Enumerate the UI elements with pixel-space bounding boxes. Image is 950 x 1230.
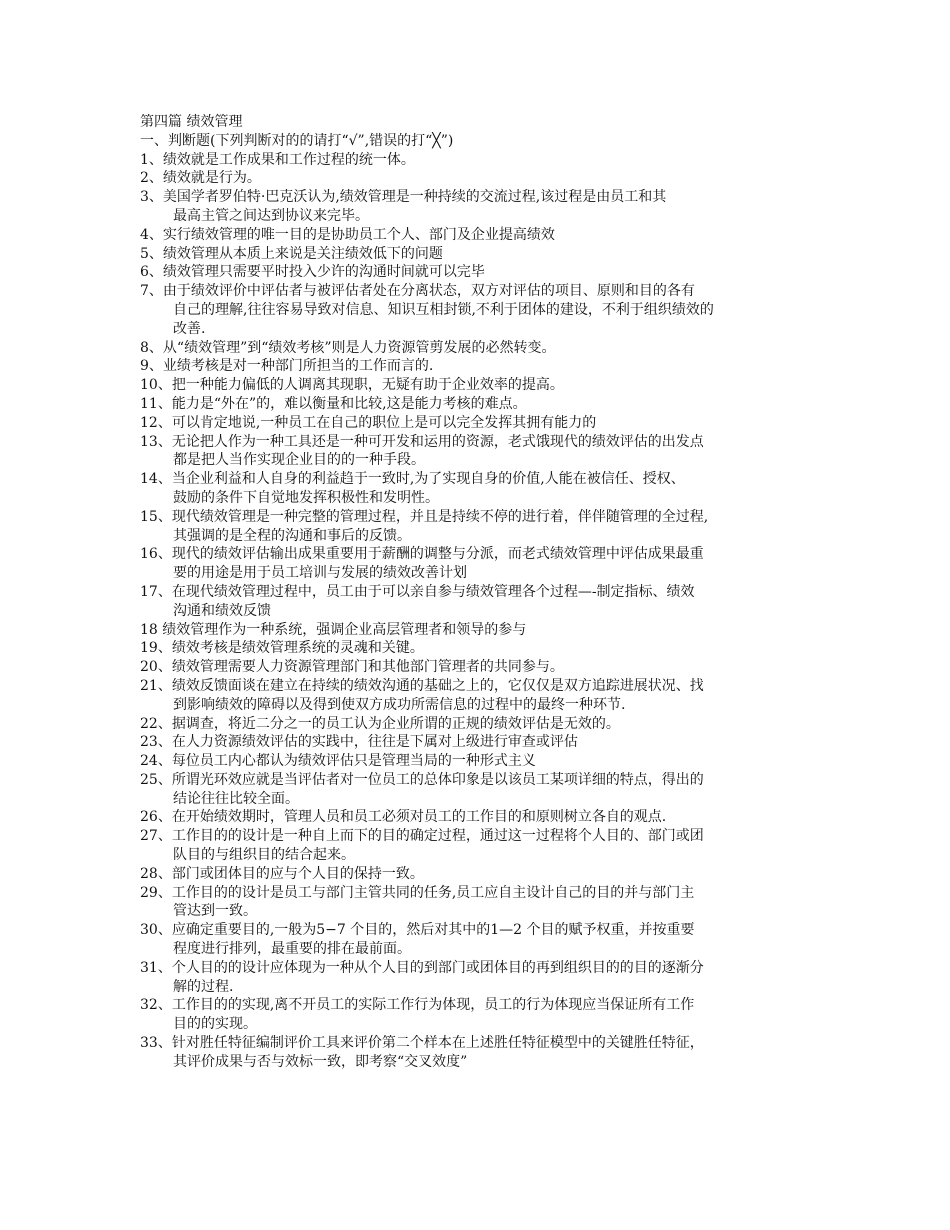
question-item — [140, 151, 820, 170]
question-item — [140, 621, 820, 640]
question-item — [140, 376, 820, 395]
question-text-continued: 管达到一致。 — [173, 903, 257, 920]
question-item — [140, 282, 820, 338]
question-text-continued: 要的用途是用于员工培训与发展的绩效改善计划 — [173, 565, 467, 582]
document-body — [140, 113, 820, 1072]
question-text: 15、现代绩效管理是一种完整的管理过程，并且是持续不停的进行着，伴伴随管理的全过程, — [140, 508, 709, 525]
question-text-continued: 程度进行排列，最重要的排在最前面。 — [173, 941, 411, 958]
question-text: 27、工作目的的设计是一种自上而下的目的确定过程，通过这一过程将个人目的、部门或团 — [140, 828, 704, 845]
question-text-continued: 解的过程. — [173, 978, 234, 995]
question-text: 17、在现代绩效管理过程中，员工由于可以亲自参与绩效管理各个过程—-制定指标、绩效 — [140, 583, 695, 600]
question-text: 20、绩效管理需要人力资源管理部门和其他部门管理者的共同参与。 — [140, 659, 564, 676]
question-text: 22、据调查，将近二分之一的员工认为企业所谓的正规的绩效评估是无效的。 — [140, 715, 620, 732]
question-item — [140, 865, 820, 884]
question-text-continued: 改善. — [173, 320, 206, 337]
question-item — [140, 1034, 820, 1072]
question-item — [140, 169, 820, 188]
question-item — [140, 808, 820, 827]
question-text: 29、工作目的的设计是员工与部门主管共同的任务,员工应自主设计自己的目的并与部门主 — [140, 884, 695, 901]
question-text: 3、美国学者罗伯特·巴克沃认为,绩效管理是一种持续的交流过程,该过程是由员工和其 — [140, 189, 667, 206]
question-text: 2、绩效就是行为。 — [140, 170, 261, 187]
question-text: 6、绩效管理只需要平时投入少许的沟通时间就可以完毕 — [140, 264, 485, 281]
question-item — [140, 470, 820, 508]
question-item — [140, 414, 820, 433]
question-item — [140, 188, 820, 226]
question-text-continued: 最高主管之间达到协议来完毕。 — [173, 207, 369, 224]
question-item — [140, 433, 820, 471]
question-text: 10、把一种能力偏低的人调离其现职，无疑有助于企业效率的提高。 — [140, 377, 564, 394]
question-text: 25、所谓光环效应就是当评估者对一位员工的总体印象是以该员工某项详细的特点，得出的 — [140, 771, 704, 788]
question-text-continued: 沟通和绩效反馈 — [173, 602, 271, 619]
question-item — [140, 395, 820, 414]
question-text-continued: 其强调的是全程的沟通和事后的反馈。 — [173, 527, 411, 544]
question-item — [140, 996, 820, 1034]
question-item — [140, 545, 820, 583]
question-item — [140, 677, 820, 715]
question-text: 28、部门或团体目的应与个人目的保持一致。 — [140, 865, 424, 882]
question-item — [140, 245, 820, 264]
question-text: 9、业绩考核是对一种部门所担当的工作而言的. — [140, 358, 434, 375]
question-item — [140, 339, 820, 358]
chapter-heading: 第四篇 绩效管理 — [140, 114, 243, 130]
question-text: 32、工作目的的实现,离不开员工的实际工作行为体现，员工的行为体现应当保证所有工作 — [140, 997, 695, 1014]
question-text: 26、在开始绩效期时，管理人员和员工必须对员工的工作目的和原则树立各自的观点. — [140, 809, 667, 826]
question-text-continued: 目的的实现。 — [173, 1016, 257, 1033]
question-item — [140, 921, 820, 959]
question-text-continued: 到影响绩效的障碍以及得到使双方成功所需信息的过程中的最终一种环节. — [173, 696, 626, 713]
question-text: 30、应确定重要目的,一般为5−7 个目的，然后对其中的1—2 个目的赋予权重，并按重要 — [140, 922, 695, 939]
question-text: 8、从“绩效管理”到“绩效考核”则是人力资源管剪发展的必然转变。 — [140, 339, 556, 356]
question-text: 16、现代的绩效评估输出成果重要用于薪酬的调整与分派，而老式绩效管理中评估成果最重 — [140, 546, 704, 563]
section-heading: 一、判断题(下列判断对的的请打“√”,错误的打“╳”) — [140, 132, 454, 149]
question-text: 33、针对胜任特征编制评价工具来评价第二个样本在上述胜任特征模型中的关键胜任特征， — [140, 1035, 704, 1052]
question-item — [140, 639, 820, 658]
question-text-continued: 都是把人当作实现企业目的的一种手段。 — [173, 452, 425, 469]
question-text: 14、当企业利益和人自身的利益趋于一致时,为了实现自身的价值,人能在被信任、授权、 — [140, 471, 685, 488]
question-text: 5、绩效管理从本质上来说是关注绩效低下的问题 — [140, 245, 443, 262]
question-text: 12、可以肯定地说,一种员工在自己的职位上是可以完全发挥其拥有能力的 — [140, 414, 597, 431]
question-text: 31、个人目的的设计应体现为一种从个人目的到部门或团体目的再到组织目的的目的逐渐分 — [140, 959, 704, 976]
question-text: 18 绩效管理作为一种系统，强调企业高层管理者和领导的参与 — [140, 621, 527, 638]
question-text: 4、实行绩效管理的唯一目的是协助员工个人、部门及企业提高绩效 — [140, 226, 555, 243]
question-item — [140, 658, 820, 677]
question-text: 19、绩效考核是绩效管理系统的灵魂和关键。 — [140, 640, 424, 657]
question-item — [140, 752, 820, 771]
question-text-continued: 结论往往比较全面。 — [173, 790, 299, 807]
question-text-continued: 自己的理解,往往容易导致对信息、知识互相封锁,不利于团体的建设，不利于组织绩效的 — [173, 301, 714, 318]
question-item — [140, 827, 820, 865]
question-text-continued: 其评价成果与否与效标一致，即考察“交叉效度” — [173, 1053, 468, 1070]
question-item — [140, 715, 820, 734]
question-item — [140, 508, 820, 546]
question-text: 23、在人力资源绩效评估的实践中，往往是下属对上级进行审查或评估 — [140, 734, 578, 751]
question-text: 1、绩效就是工作成果和工作过程的统一体。 — [140, 151, 415, 168]
question-item — [140, 357, 820, 376]
question-text: 21、绩效反馈面谈在建立在持续的绩效沟通的基础之上的，它仅仅是双方追踪进展状况、找 — [140, 677, 704, 694]
question-text-continued: 鼓励的条件下自觉地发挥积极性和发明性。 — [173, 489, 439, 506]
question-text: 24、每位员工内心都认为绩效评估只是管理当局的一种形式主义 — [140, 753, 536, 770]
question-item — [140, 583, 820, 621]
question-item — [140, 884, 820, 922]
question-item — [140, 263, 820, 282]
question-item — [140, 226, 820, 245]
question-item — [140, 733, 820, 752]
question-text: 7、由于绩效评价中评估者与被评估者处在分离状态，双方对评估的项目、原则和目的各有 — [140, 283, 695, 300]
question-text-continued: 队目的与组织目的结合起来。 — [173, 847, 355, 864]
question-text: 11、能力是“外在”的，难以衡量和比较,这是能力考核的难点。 — [140, 395, 527, 412]
question-item — [140, 771, 820, 809]
question-list — [140, 151, 820, 1072]
question-text: 13、无论把人作为一种工具还是一种可开发和运用的资源，老式饿现代的绩效评估的出发点 — [140, 433, 704, 450]
question-item — [140, 959, 820, 997]
